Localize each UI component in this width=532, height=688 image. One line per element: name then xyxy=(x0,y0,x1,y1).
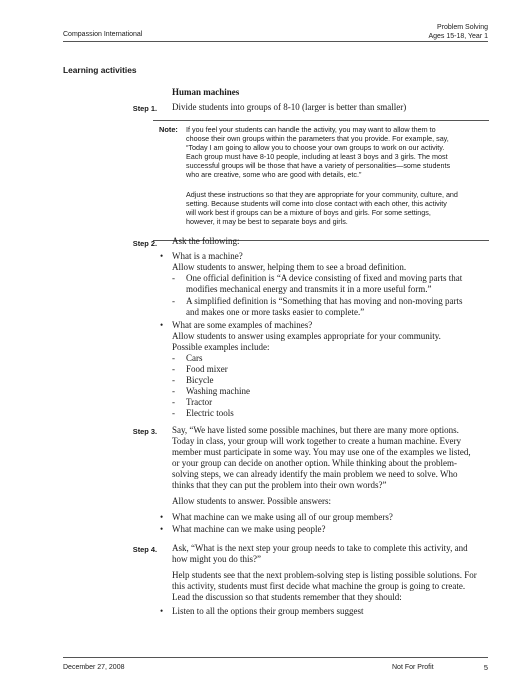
paragraph-line: Help students see that the next problem-solving step is listing possible solutions. For xyxy=(172,570,477,580)
paragraph-line: member must participate in some way. You may use one of the examples we listed, xyxy=(172,447,471,457)
header-rule xyxy=(63,41,488,42)
dash-marker: - xyxy=(172,397,175,407)
note-line: “Today I am going to allow you to choose your own groups to work on our activity. xyxy=(186,143,445,153)
paragraph-line: or your group can decide on another option. While thinking about the problem- xyxy=(172,458,458,468)
note-line: who are creative, some who are good with details, etc.” xyxy=(186,170,362,180)
bullet-marker: • xyxy=(160,251,164,261)
note-box xyxy=(153,120,489,241)
note-line: will work best if groups can be a mixture of boys and girls. For some settings, xyxy=(186,208,431,218)
header-ages: Ages 15-18, Year 1 xyxy=(428,33,488,40)
paragraph-line: Ask, “What is the next step your group needs to take to complete this activity, and xyxy=(172,543,468,553)
dash-marker: - xyxy=(172,408,175,418)
step-4-help xyxy=(172,570,492,603)
question-machine: What is a machine? xyxy=(172,251,243,261)
dash-marker: - xyxy=(172,296,175,306)
page-number: 5 xyxy=(483,663,488,672)
bullet-marker: • xyxy=(160,320,164,330)
section-title: Learning activities xyxy=(63,65,137,75)
step-3-paragraph xyxy=(172,425,492,491)
bullet-marker: • xyxy=(160,524,164,534)
question-examples-followup: Allow students to answer using examples appropriate for your community. xyxy=(172,331,441,341)
note-paragraph-1 xyxy=(186,125,486,180)
activity-title: Human machines xyxy=(172,87,240,97)
note-line: however, it may be best to separate boys and girls. xyxy=(186,217,348,227)
definition-line: A simplified definition is “Something that has moving and non-moving parts xyxy=(186,296,463,306)
paragraph-line: Lead the discussion so that students remember that they should: xyxy=(172,592,402,602)
example-item: Tractor xyxy=(186,397,213,407)
step-1-text: Divide students into groups of 8-10 (larger is better than smaller) xyxy=(172,102,407,112)
note-line: setting. Because students will come into close contact with each other, this activity xyxy=(186,199,447,209)
note-line: Each group must have 8-10 people, including at least 3 boys and 3 girls. The most xyxy=(186,152,448,162)
question-examples: What are some examples of machines? xyxy=(172,320,313,330)
example-item: Bicycle xyxy=(186,375,214,385)
note-line: successful groups will be those that have a variety of personalities—some students xyxy=(186,161,451,171)
examples-intro: Possible examples include: xyxy=(172,342,270,352)
bullet-marker: • xyxy=(160,606,164,616)
note-line: If you feel your students can handle the activity, you may want to allow them to xyxy=(186,125,436,134)
dash-marker: - xyxy=(172,386,175,396)
step-4-label: Step 4. xyxy=(132,545,157,554)
definition-official xyxy=(186,273,491,295)
note-line: Adjust these instructions so that they are appropriate for your community, culture, and xyxy=(186,190,458,199)
step-2-label: Step 2. xyxy=(132,239,157,248)
header-organization: Compassion International xyxy=(63,31,143,38)
example-item: Washing machine xyxy=(186,386,251,396)
possible-answer: What machine can we make using all of our group members? xyxy=(172,512,393,522)
step-1-label: Step 1. xyxy=(132,104,157,113)
paragraph-line: this activity, students must first decide what machine the group is going to create. xyxy=(172,581,466,591)
note-label: Note: xyxy=(159,125,178,134)
paragraph-line: solving steps, we can already identify the main problem we need to solve. Who xyxy=(172,469,458,479)
dash-marker: - xyxy=(172,273,175,283)
step-4-ask xyxy=(172,543,492,565)
definition-line: modifies mechanical energy and transmits it in a more useful form.” xyxy=(186,284,432,294)
dash-marker: - xyxy=(172,375,175,385)
dash-marker: - xyxy=(172,353,175,363)
note-paragraph-2 xyxy=(186,190,486,226)
step-3-label: Step 3. xyxy=(132,427,157,436)
step-3-allow: Allow students to answer. Possible answers: xyxy=(172,496,331,506)
header-topic: Problem Solving xyxy=(437,24,488,31)
bullet-marker: • xyxy=(160,512,164,522)
step-4-bullet: Listen to all the options their group members suggest xyxy=(172,606,364,616)
header-course-info xyxy=(428,23,488,41)
dash-marker: - xyxy=(172,364,175,374)
paragraph-line: Say, “We have listed some possible machines, but there are many more options. xyxy=(172,425,459,435)
definition-line: One official definition is “A device consisting of fixed and moving parts that xyxy=(186,273,463,283)
definition-simplified xyxy=(186,296,491,318)
question-machine-followup: Allow students to answer, helping them to see a broad definition. xyxy=(172,262,407,272)
note-line: choose their own groups within the parameters that you provide. For example, say, xyxy=(186,134,449,144)
paragraph-line: how might you do this?” xyxy=(172,554,261,564)
definition-line: and makes one or more tasks easier to complete.” xyxy=(186,307,365,317)
possible-answer: What machine can we make using people? xyxy=(172,524,326,534)
example-item: Electric tools xyxy=(186,408,234,418)
footer-status: Not For Profit xyxy=(392,664,434,671)
paragraph-line: thinks that they can put the problem into their own words?” xyxy=(172,480,387,490)
step-2-intro: Ask the following: xyxy=(172,236,240,246)
footer-date: December 27, 2008 xyxy=(63,664,125,671)
example-item: Cars xyxy=(186,353,203,363)
paragraph-line: Today in class, your group will work together to create a human machine. Every xyxy=(172,436,462,446)
example-item: Food mixer xyxy=(186,364,228,374)
footer-rule xyxy=(63,657,488,658)
